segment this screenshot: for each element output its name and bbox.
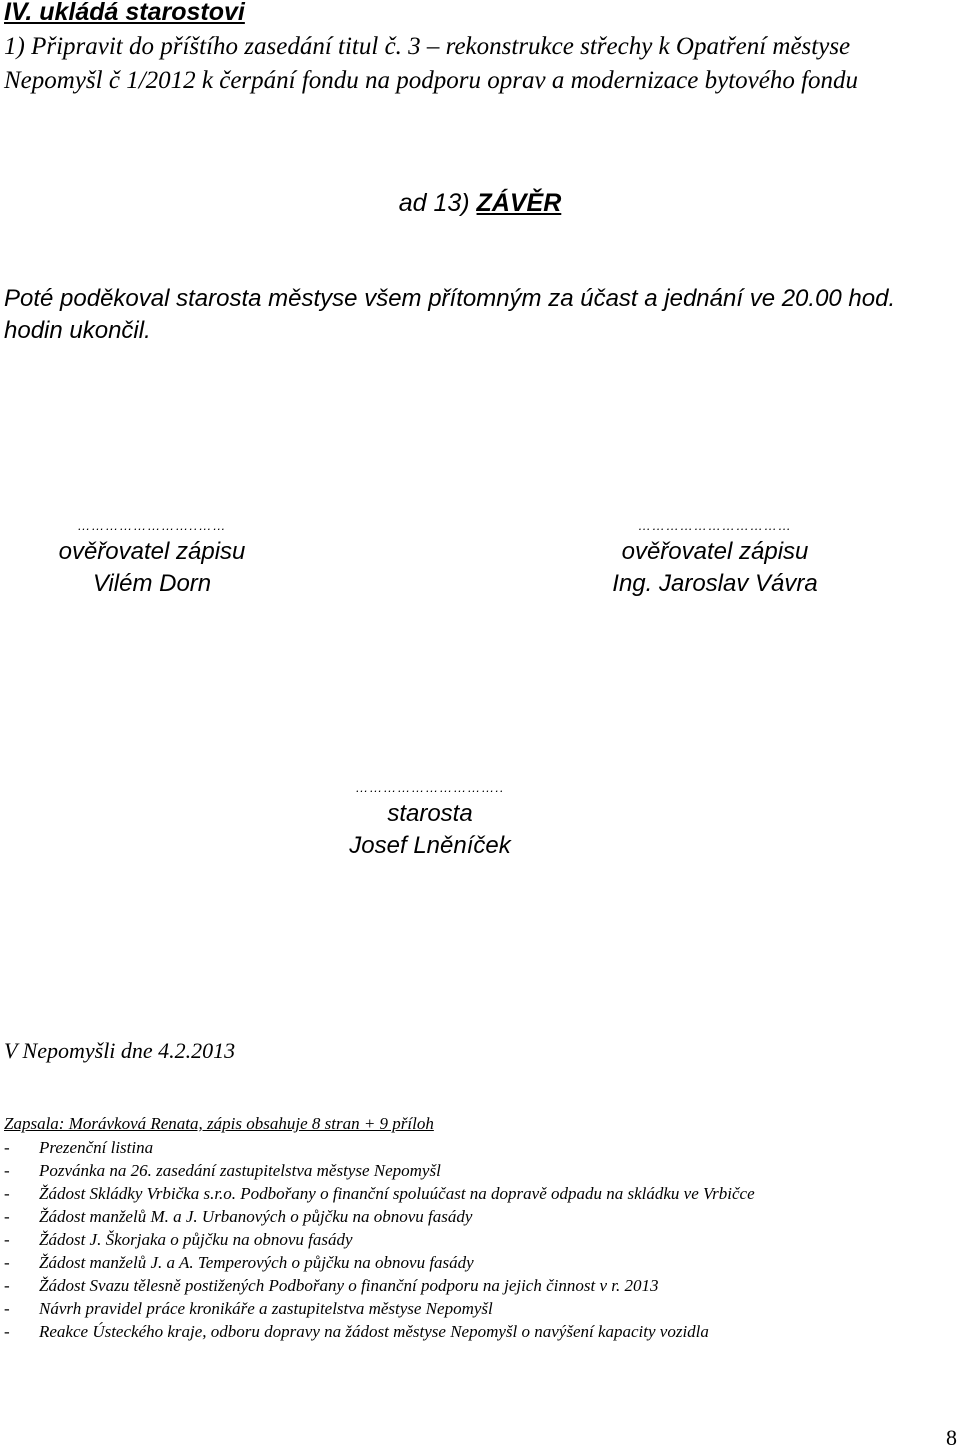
list-item (4, 1251, 954, 1274)
attachment-text: Žádost manželů M. a J. Urbanových o půjčku na obnovu fasády (39, 1207, 473, 1226)
closing-paragraph: Poté poděkoval starosta městyse všem přítomným za účast a jednání ve 20.00 hod. hodin ukončil. (4, 285, 896, 344)
attachment-text: Žádost Skládky Vrbička s.r.o. Podbořany o finanční spoluúčast na dopravě odpadu na skládku ve Vrbičce (39, 1184, 755, 1203)
attachment-text: Žádost J. Škorjaka o půjčku na obnovu fasády (39, 1230, 353, 1249)
list-item (4, 1297, 954, 1320)
list-dash: - (4, 1276, 10, 1295)
list-dash: - (4, 1161, 10, 1180)
list-dash: - (4, 1299, 10, 1318)
signature-line: ……………………..…… (77, 518, 227, 533)
recorded-by-line: Zapsala: Morávková Renata, zápis obsahuje 8 stran + 9 příloh (4, 1114, 434, 1133)
attachment-text: Žádost manželů J. a A. Temperových o půjčku na obnovu fasády (39, 1253, 474, 1272)
attachment-text: Reakce Ústeckého kraje, odboru dopravy na žádost městyse Nepomyšl o navýšení kapacity vozidla (39, 1322, 709, 1341)
signature-line: ………………………….. (355, 780, 505, 795)
list-item (4, 1182, 954, 1205)
list-dash: - (4, 1138, 10, 1157)
attachment-text: Pozvánka na 26. zasedání zastupitelstva městyse Nepomyšl (39, 1161, 441, 1180)
signature-block-left (0, 516, 304, 600)
resolution-heading: IV. ukládá starostovi (4, 0, 245, 26)
signature-role: ověřovatel zápisu (621, 538, 809, 565)
signature-role: starosta (387, 800, 473, 827)
list-dash: - (4, 1322, 10, 1341)
signature-name: Josef Lněníček (349, 832, 511, 859)
attachment-text: Žádost Svazu tělesně postižených Podbořany o finanční podporu na jejich činnost v r. 2013 (39, 1276, 659, 1295)
page-number: 8 (946, 1425, 957, 1450)
list-dash: - (4, 1230, 10, 1249)
signature-block-mayor (280, 778, 580, 862)
signature-name: Vilém Dorn (92, 570, 212, 597)
list-dash: - (4, 1253, 10, 1272)
signature-role: ověřovatel zápisu (58, 538, 246, 565)
date-line: V Nepomyšli dne 4.2.2013 (4, 1038, 236, 1063)
list-item (4, 1205, 954, 1228)
attachment-text: Návrh pravidel práce kronikáře a zastupitelstva městyse Nepomyšl (39, 1299, 493, 1318)
list-item (4, 1274, 954, 1297)
section-prefix: ad 13) (398, 189, 477, 217)
signature-block-right (560, 516, 870, 600)
attachments-list (4, 1136, 954, 1343)
list-item (4, 1228, 954, 1251)
section-heading (0, 186, 960, 220)
list-item (4, 1136, 954, 1159)
list-dash: - (4, 1207, 10, 1226)
signature-name: Ing. Jaroslav Vávra (612, 570, 818, 597)
list-item (4, 1159, 954, 1182)
list-item (4, 1320, 954, 1343)
attachment-text: Prezenční listina (39, 1138, 154, 1157)
signature-line: …………………………… (638, 518, 792, 533)
list-dash: - (4, 1184, 10, 1203)
section-title: ZÁVĚR (476, 189, 562, 217)
task-paragraph: 1) Připravit do příštího zasedání titul č. 3 – rekonstrukce střechy k Opatření městyse Nepomyšl č 1/2012 k čerpání fondu na podporu oprav a modernizace bytového fondu (4, 33, 859, 94)
